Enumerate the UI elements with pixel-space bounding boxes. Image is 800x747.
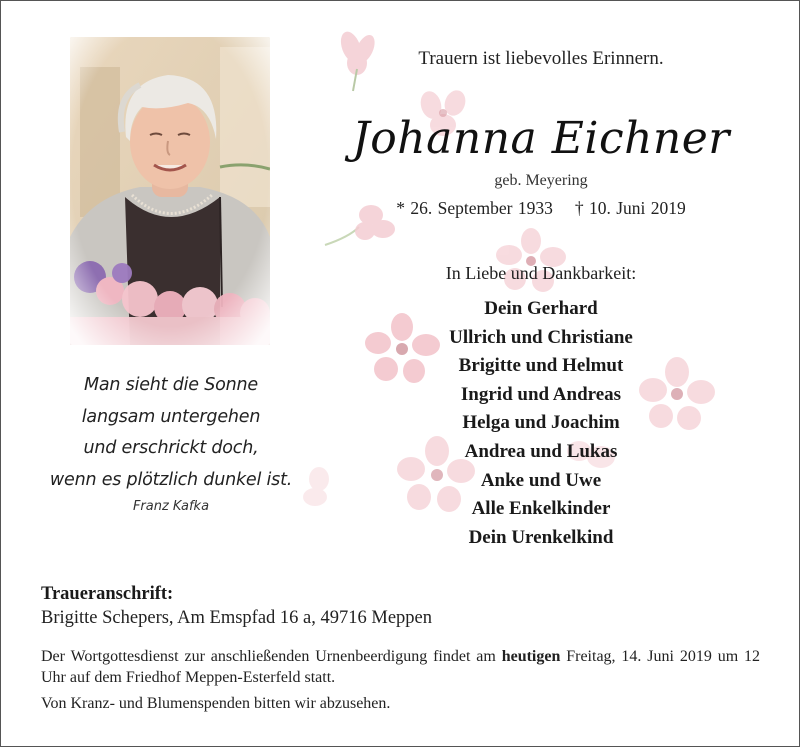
motto: Trauern ist liebevolles Erinnern. (418, 48, 664, 69)
quote-block (41, 370, 301, 496)
service-notice (41, 646, 760, 688)
mourner-item: Dein Gerhard (484, 298, 598, 319)
portrait-photo (70, 37, 270, 345)
quote-author: Franz Kafka (132, 499, 210, 514)
mourners-list (331, 295, 751, 552)
service-text-after: Freitag, 14. Juni 2019 um 12 Uhr auf dem Friedhof Meppen-Esterfeld statt. (41, 648, 761, 686)
mourner-item: Dein Urenkelkind (468, 526, 614, 548)
mourner-item: Brigitte und Helmut (458, 355, 624, 377)
mourner-item: Helga und Joachim (462, 412, 620, 434)
life-dates (331, 198, 751, 219)
death-date: † 10. Juni 2019 (574, 198, 686, 218)
address-label: Traueranschrift: (41, 584, 174, 604)
mourner-item: Ingrid und Andreas (460, 383, 622, 405)
portrait-illustration (70, 37, 270, 345)
quote-line: Man sieht die Sonne (83, 375, 258, 395)
mourner-item: Alle Enkelkinder (471, 498, 611, 520)
deceased-name: Johanna Eichner (352, 113, 730, 164)
quote-line: und erschrickt doch, (83, 438, 259, 458)
blossom-decoration-4 (491, 227, 571, 297)
quote-line: wenn es plötzlich dunkel ist. (49, 469, 293, 490)
quote-line: langsam untergehen (81, 406, 261, 427)
address-text: Brigitte Schepers, Am Emspfad 16 a, 49716 Meppen (41, 608, 433, 628)
service-text-before: Der Wortgottesdienst zur anschließenden Urnenbeerdigung findet am (41, 648, 502, 665)
dedication-line: In Liebe und Dankbarkeit: (445, 263, 637, 283)
mourner-item: Andrea und Lukas (464, 440, 618, 462)
birth-name: geb. Meyering (494, 172, 588, 189)
mourner-item: Ullrich und Christiane (449, 326, 633, 348)
birth-date: * 26. September 1933 (396, 198, 553, 218)
flowers-note: Von Kranz- und Blumenspenden bitten wir abzusehen. (41, 695, 391, 712)
service-text-bold: heutigen (501, 648, 561, 665)
mourner-item: Anke und Uwe (480, 469, 602, 491)
